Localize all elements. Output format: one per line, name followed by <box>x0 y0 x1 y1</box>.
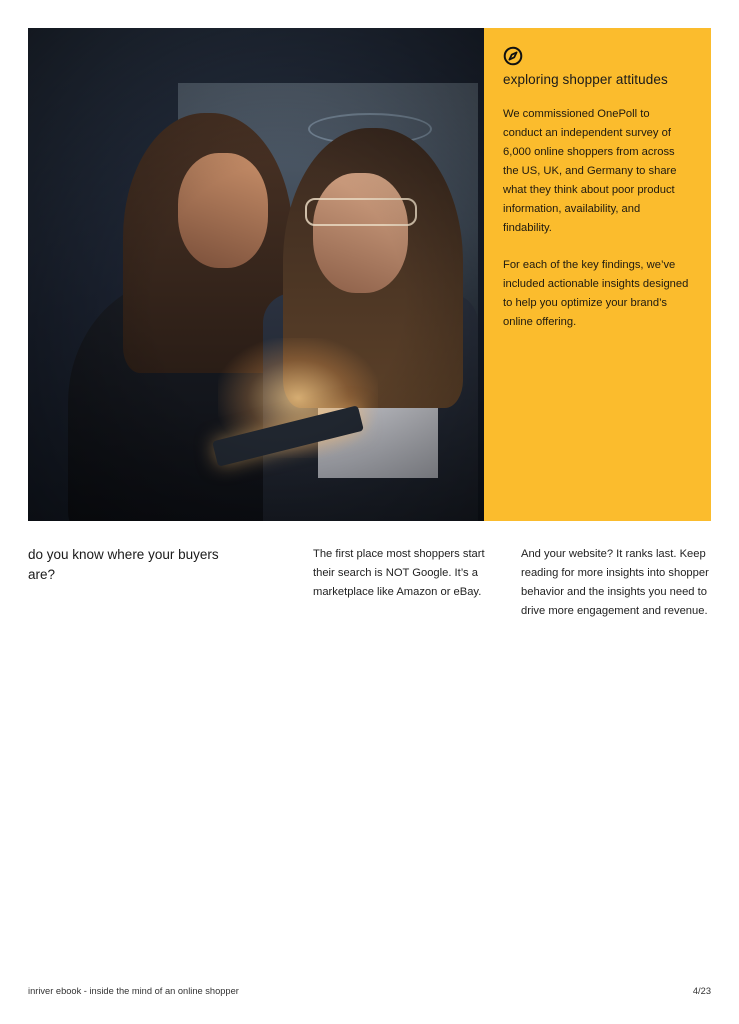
photo-vignette <box>28 28 484 521</box>
hero-section <box>28 28 711 521</box>
intro-heading-column <box>28 545 228 584</box>
intro-text-3: And your website? It ranks last. Keep reading for more insights into shopper behavior and the insights you need to drive more engagement and revenue. <box>521 548 709 617</box>
footer-title: inriver ebook - inside the mind of an online shopper <box>28 986 239 996</box>
panel-paragraph-2: For each of the key findings, we’ve included actionable insights designed to help you optimize your brand’s online offering. <box>503 259 689 328</box>
page-number: 4/23 <box>692 986 711 996</box>
panel-title: exploring shopper attitudes <box>503 72 668 87</box>
info-panel <box>484 28 711 521</box>
intro-column-3 <box>521 545 711 621</box>
hero-photo <box>28 28 484 521</box>
compass-icon <box>503 46 523 66</box>
intro-heading: do you know where your buyers are? <box>28 547 219 582</box>
intro-column-2 <box>313 545 503 602</box>
panel-paragraph-1: We commissioned OnePoll to conduct an independent survey of 6,000 online shoppers from across the US, UK, and Germany to share what they think about poor product information, availability, and findability. <box>503 108 677 234</box>
intro-text-2: The first place most shoppers start their search is NOT Google. It’s a marketplace like Amazon or eBay. <box>313 548 485 598</box>
